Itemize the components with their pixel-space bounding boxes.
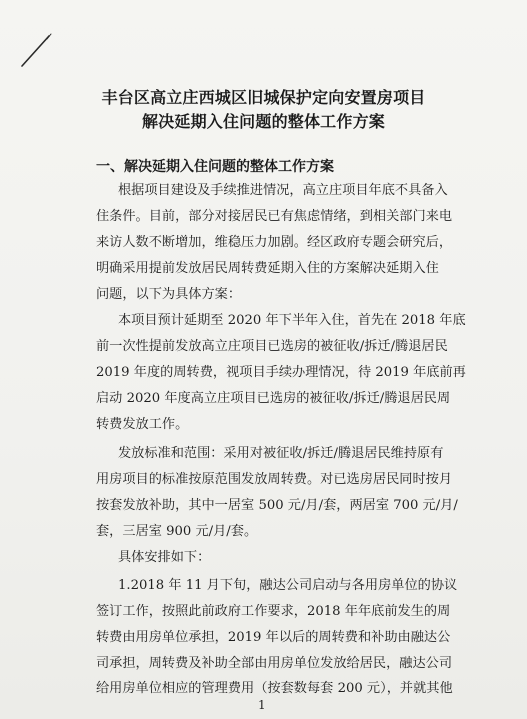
body-line: 发放标准和范围：采用对被征收/拆迁/腾退居民维持原有 — [118, 446, 444, 461]
body-line: 启动 2020 年度高立庄项目已选房的被征收/拆迁/腾退居民周 — [96, 391, 451, 406]
body-line: 1.2018 年 11 月下旬，融达公司启动与各用房单位的协议 — [118, 578, 458, 593]
body-line: 问题，以下为具体方案： — [96, 287, 242, 302]
body-line: 给用房单位相应的管理费用（按套数每套 200 元），并就其他 — [96, 681, 453, 696]
body-line: 明确采用提前发放居民周转费延期入住的方案解决延期入住 — [96, 261, 439, 276]
body-line: 套，三居室 900 元/月/套。 — [96, 524, 258, 539]
body-line: 2019 年度的周转费，视项目手续办理情况，待 2019 年底前再 — [96, 365, 466, 380]
body-line: 具体安排如下： — [118, 550, 211, 565]
body-line: 转费由用房单位承担，2019 年以后的周转费和补助由融达公 — [96, 630, 451, 645]
page-number: 1 — [258, 698, 266, 712]
body-line: 本项目预计延期至 2020 年下半年入住，首先在 2018 年底 — [118, 313, 466, 328]
document-title-line-2: 解决延期入住问题的整体工作方案 — [141, 112, 385, 131]
body-line: 根据项目建设及手续推进情况，高立庄项目年底不具备入 — [118, 183, 448, 198]
body-line: 用房项目的标准按原范围发放周转费。对已选房居民同时按月 — [96, 472, 453, 487]
body-line: 签订工作，按照此前政府工作要求，2018 年年底前发生的周 — [96, 604, 451, 619]
body-line: 住条件。目前，部分对接居民已有焦虑情绪，到相关部门来电 — [96, 209, 453, 224]
section-heading: 一、解决延期入住问题的整体工作方案 — [96, 159, 334, 175]
body-line: 按套发放补助，其中一居室 500 元/月/套，两居室 700 元/月/ — [96, 498, 458, 513]
body-line: 前一次性提前发放高立庄项目已选房的被征收/拆迁/腾退居民 — [96, 339, 448, 354]
body-line: 司承担，周转费及补助全部由用房单位发放给居民，融达公司 — [96, 656, 453, 671]
body-line: 转费发放工作。 — [96, 417, 189, 432]
document-title-line-1: 丰台区高立庄西城区旧城保护定向安置房项目 — [101, 88, 426, 107]
body-line: 来访人数不断增加，维稳压力加剧。经区政府专题会研究后， — [96, 235, 453, 250]
pen-stroke-mark — [18, 30, 54, 70]
